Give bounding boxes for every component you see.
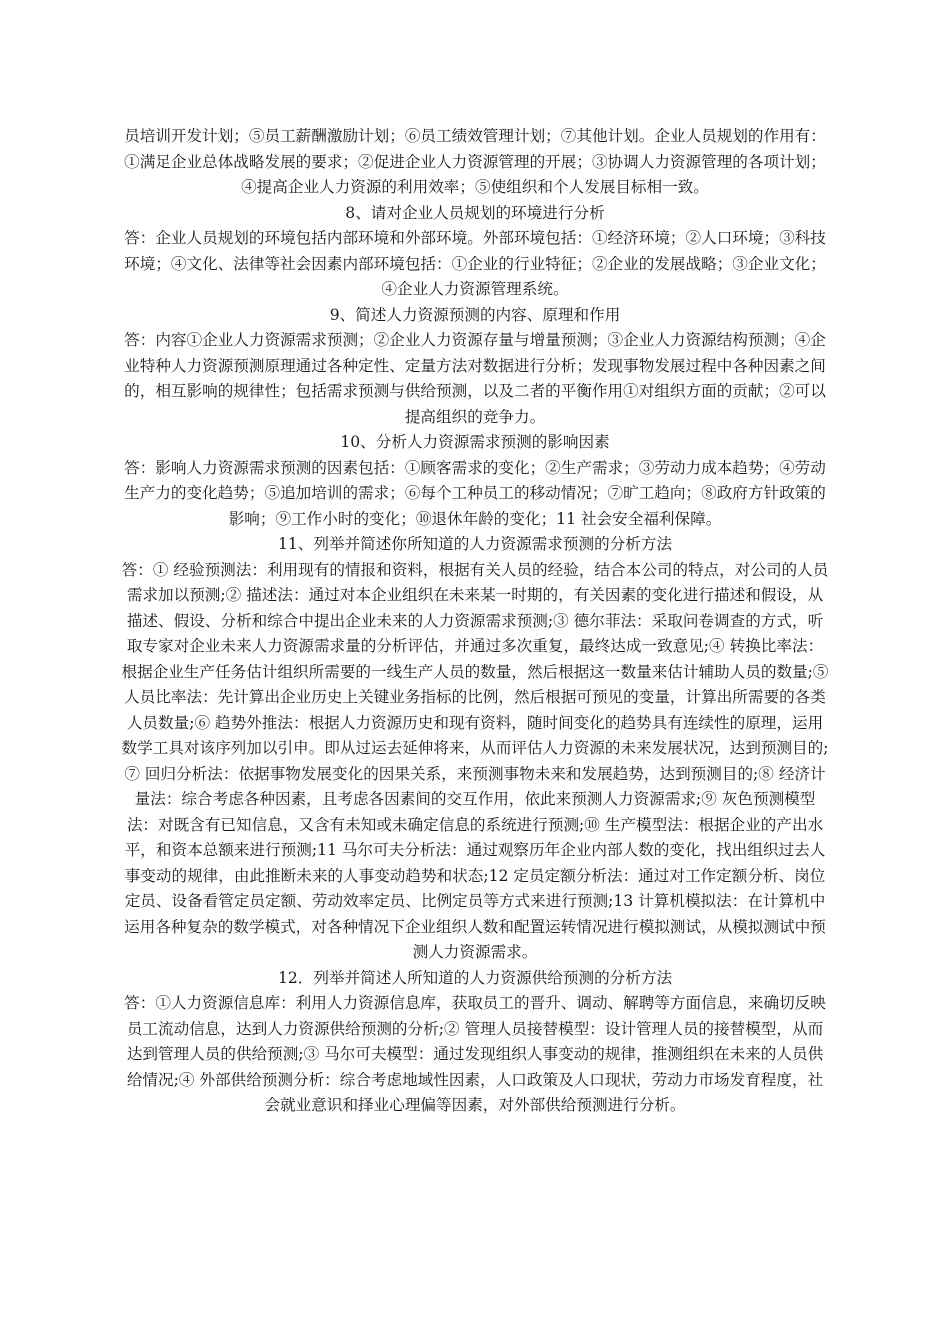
- paragraph-planning-intro: 员培训开发计划；⑤员工薪酬激励计划；⑥员工绩效管理计划；⑦其他计划。企业人员规划的作用有：①满足企业总体战略发展的要求；②促进企业人力资源管理的开展；③协调人力资源管理的各项计划；④提高企业人力资源的利用效率；⑤使组织和个人发展目标相一致。: [124, 127, 826, 196]
- question-9-heading: 9、简述人力资源预测的内容、原理和作用: [329, 305, 621, 324]
- answer-11: 答：① 经验预测法：利用现有的情报和资料，根据有关人员的经验，结合本公司的特点，对公司的人员需求加以预测;② 描述法：通过对本企业组织在未来某一时期的，有关因素的变化进行描述和假设，从描述、假设、分析和综合中提出企业未来的人力资源需求预测;③ 德尔菲法：采取问卷调查的方式，听取专家对企业未来人力资源需求量的分析评估，并通过多次重复，最终达成一致意见;④ 转换比率法：根据企业生产任务估计组织所需要的一线生产人员的数量，然后根据这一数量来估计辅助人员的数量;⑤ 人员比率法：先计算出企业历史上关键业务指标的比例，然后根据可预见的变量，计算出所需要的各类人员数量;⑥ 趋势外推法：根据人力资源历史和现有资料，随时间变化的趋势具有连续性的原理，运用数学工具对该序列加以引申。即从过运去延伸将来，从而评估人力资源的未来发展状况，达到预测目的;⑦ 回归分析法：依据事物发展变化的因果关系，来预测事物未来和发展趋势，达到预测目的;⑧ 经济计量法：综合考虑各种因素，且考虑各因素间的交互作用，依此来预测人力资源需求;⑨ 灰色预测模型法：对既含有已知信息，又含有未知或未确定信息的系统进行预测;⑩ 生产模型法：根据企业的产出水平，和资本总额来进行预测;11 马尔可夫分析法：通过观察历年企业内部人数的变化，找出组织过去人事变动的规律，由此推断未来的人事变动趋势和状态;12 定员定额分析法：通过对工作定额分析、岗位定员、设备看管定员定额、劳动效率定员、比例定员等方式来进行预测;13 计算机模拟法：在计算机中运用各种复杂的数学模式，对各种情况下企业组织人数和配置运转情况进行模拟测试，从模拟测试中预测人力资源需求。: [121, 560, 829, 961]
- answer-12: 答：①人力资源信息库：利用人力资源信息库，获取员工的晋升、调动、解聘等方面信息，来确切反映员工流动信息，达到人力资源供给预测的分析;② 管理人员接替模型：设计管理人员的接替模型，从而达到管理人员的供给预测;③ 马尔可夫模型：通过发现组织人事变动的规律，推测组织在未来的人员供给情况;④ 外部供给预测分析：综合考虑地域性因素，人口政策及人口现状，劳动力市场发育程度，社会就业意识和择业心理偏等因素，对外部供给预测进行分析。: [124, 994, 826, 1114]
- question-11-heading: 11、列举并简述你所知道的人力资源需求预测的分析方法: [277, 535, 673, 553]
- question-12-heading: 12．列举并简述人所知道的人力资源供给预测的分析方法: [277, 968, 673, 987]
- question-10-heading: 10、分析人力资源需求预测的影响因素: [340, 433, 610, 451]
- answer-8: 答：企业人员规划的环境包括内部环境和外部环境。外部环境包括：①经济环境；②人口环境；③科技环境；④文化、法律等社会因素内部环境包括：①企业的行业特征；②企业的发展战略；③企业文化；④企业人力资源管理系统。: [124, 229, 826, 298]
- answer-9: 答：内容①企业人力资源需求预测；②企业人力资源存量与增量预测；③企业人力资源结构预测；④企业特种人力资源预测原理通过各种定性、定量方法对数据进行分析；发现事物发展过程中各种因素之间的，相互影响的规律性；包括需求预测与供给预测，以及二者的平衡作用①对组织方面的贡献；②可以提高组织的竞争力。: [124, 331, 826, 426]
- question-8-heading: 8、请对企业人员规划的环境进行分析: [345, 203, 605, 222]
- answer-10: 答：影响人力资源需求预测的因素包括：①顾客需求的变化；②生产需求；③劳动力成本趋势；④劳动生产力的变化趋势；⑤追加培训的需求；⑥每个工种员工的移动情况；⑦旷工趋向；⑧政府方针政策的影响；⑨工作小时的变化；⑩退休年龄的变化；11 社会安全福利保障。: [124, 458, 826, 528]
